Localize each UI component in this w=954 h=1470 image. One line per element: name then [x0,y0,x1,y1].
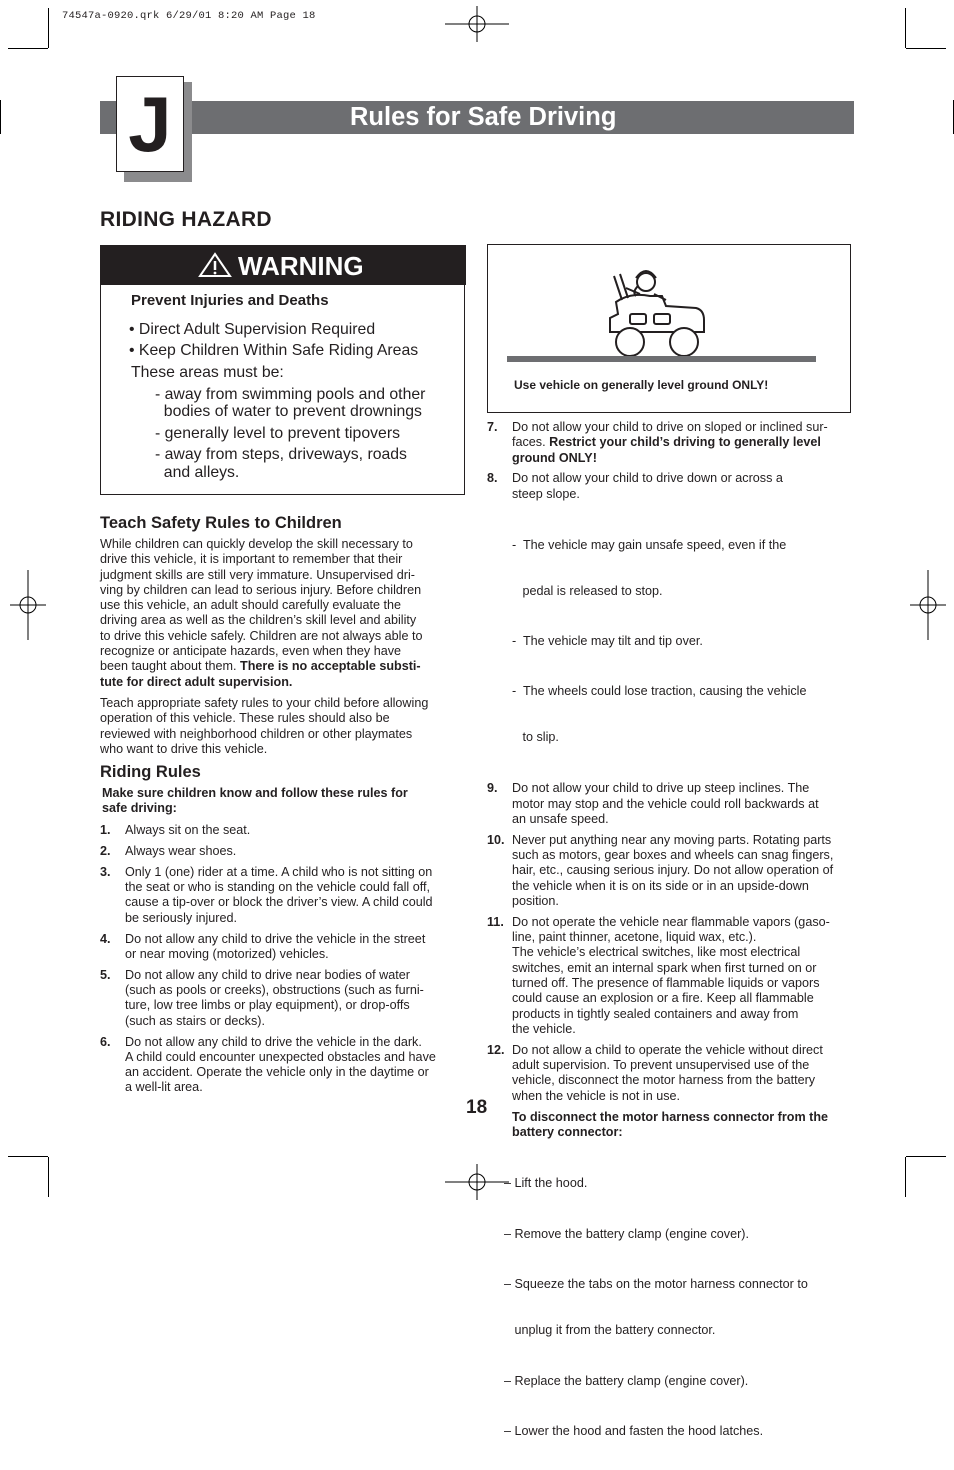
registration-mark-icon [445,6,509,42]
warning-area: - generally level to prevent tipovers [155,425,400,442]
level-ground-bar [507,356,816,362]
warning-area: - away from swimming pools and other [155,386,426,403]
right-rules-list [487,420,867,1470]
file-slug: 74547a-0920.qrk 6/29/01 8:20 AM Page 18 [62,10,316,22]
illustration-caption: Use vehicle on generally level ground ONLY! [514,378,769,392]
warning-areas-intro: These areas must be: [131,364,284,381]
list-item: 2. Always wear shoes. [100,843,237,858]
child-in-vehicle-illustration [600,262,710,358]
warning-triangle-icon [198,252,232,278]
crop-mark [8,1156,48,1157]
crop-mark [906,48,946,49]
teach-paragraph-1: While children can quickly develop the skill necessary to drive this vehicle, it is important to remember that their judgment skills are still very immature. Unsupervised dri- ving by children can lead to serious injury. Before children use this vehicle, an adult should carefully evaluate the driving area as well as the children’s skill level and ability to drive this vehicle safely. Children are not always able to recognize or anticipate hazards, even when they have been taught about them. There is no acceptable substi- tute for direct adult supervision. [100,537,423,689]
list-item: 11. Do not operate the vehicle near flammable vapors (gaso- line, paint thinner, acetone, liquid wax, etc.). The vehicle’s electrical switches, like most electrical switches, emit an internal spark when first turned on or turned off. The presence of flammable liquids or vapors could cause an explosion or a fire. Keep all flammable products in tightly sealed containers and away from the vehicle. [487,914,830,1036]
page-number: 18 [466,1097,488,1118]
list-item: 7. Do not allow your child to drive on sloped or inclined sur- faces. Restrict your child’s driving to generally level ground ONLY! [487,420,828,465]
warning-bullet: • Keep Children Within Safe Riding Areas [129,342,419,359]
list-item: 6. Do not allow any child to drive the vehicle in the dark. A child could encounter unexpected obstacles and have an accident. Operate the vehicle only in the daytime or a well-lit area. [100,1034,436,1095]
warning-area: - away from steps, driveways, roads [155,446,407,463]
registration-mark-icon [10,570,46,640]
disconnect-steps: – Lift the hood. – Remove the battery clamp (engine cover). – Squeeze the tabs on the motor harness connector to unplug it from the battery connector. – Replace the battery clamp (engine cover). – Lower the hood and fasten the hood latches. [504,1176,808,1438]
list-item: 5. Do not allow any child to drive near bodies of water (such as pools or creeks), obstructions (such as furni- ture, low tree limbs or play equipment), or drop-offs (such as stairs or decks). [100,967,424,1028]
list-item: 3. Only 1 (one) rider at a time. A child who is not sitting on the seat or who is standing on the vehicle could fall off, cause a tip-over or block the driver’s view. A child could be seriously injured. [100,864,433,925]
warning-area: bodies of water to prevent drownings [155,403,422,420]
riding-rules-list [100,823,470,1096]
warning-label: WARNING [238,251,364,281]
list-item: 1. Always sit on the seat. [100,823,251,837]
list-item: 10. Never put anything near any moving parts. Rotating parts such as motors, gear boxes and wheels can snag fingers, hair, etc., causing serious injury. Do not allow operation of the vehicle when it is on its side or in an upside-down position. [487,832,834,908]
warning-bullet: • Direct Adult Supervision Required [129,321,376,338]
crop-mark [905,1157,906,1197]
warning-subtitle: Prevent Injuries and Deaths [131,292,329,309]
crop-mark [905,8,906,48]
crop-mark [8,48,48,49]
crop-mark [0,100,1,134]
list-item: 12. Do not allow a child to operate the vehicle without direct adult supervision. To prevent unsupervised use of the vehicle, disconnect the motor harness from the battery when the vehicle is not in use. [487,1042,823,1103]
riding-title: Riding Rules [100,763,201,781]
warning-area: and alleys. [155,464,240,481]
crop-mark [906,1156,946,1157]
list-item: 4. Do not allow any child to drive the vehicle in the street or near moving (motorized) vehicles. [100,931,426,961]
crop-mark [48,1157,49,1197]
teach-paragraph-2: Teach appropriate safety rules to your child before allowing operation of this vehicle. These rules should also be reviewed with neighborhood children or other playmates who want to drive this vehicle. [100,696,429,756]
hazard-title: RIDING HAZARD [100,208,272,231]
list-item: 8. Do not allow your child to drive down or across a steep slope. [487,471,783,501]
crop-mark [48,8,49,48]
page-title: Rules for Safe Driving [350,103,617,131]
section-letter: J [116,76,184,172]
sub-list: - The vehicle may gain unsafe speed, even if the pedal is released to stop. - The vehicle may tilt and tip over. - The wheels could lose traction, causing the vehicle to slip. [512,538,807,744]
list-item: 9. Do not allow your child to drive up steep inclines. The motor may stop and the vehicle could roll backwards at an unsafe speed. [487,781,819,826]
riding-intro: Make sure children know and follow these rules for safe driving: [102,786,408,816]
registration-mark-icon [910,570,946,640]
teach-title: Teach Safety Rules to Children [100,514,342,532]
disconnect-title: To disconnect the motor harness connector from the battery connector: [512,1109,829,1139]
